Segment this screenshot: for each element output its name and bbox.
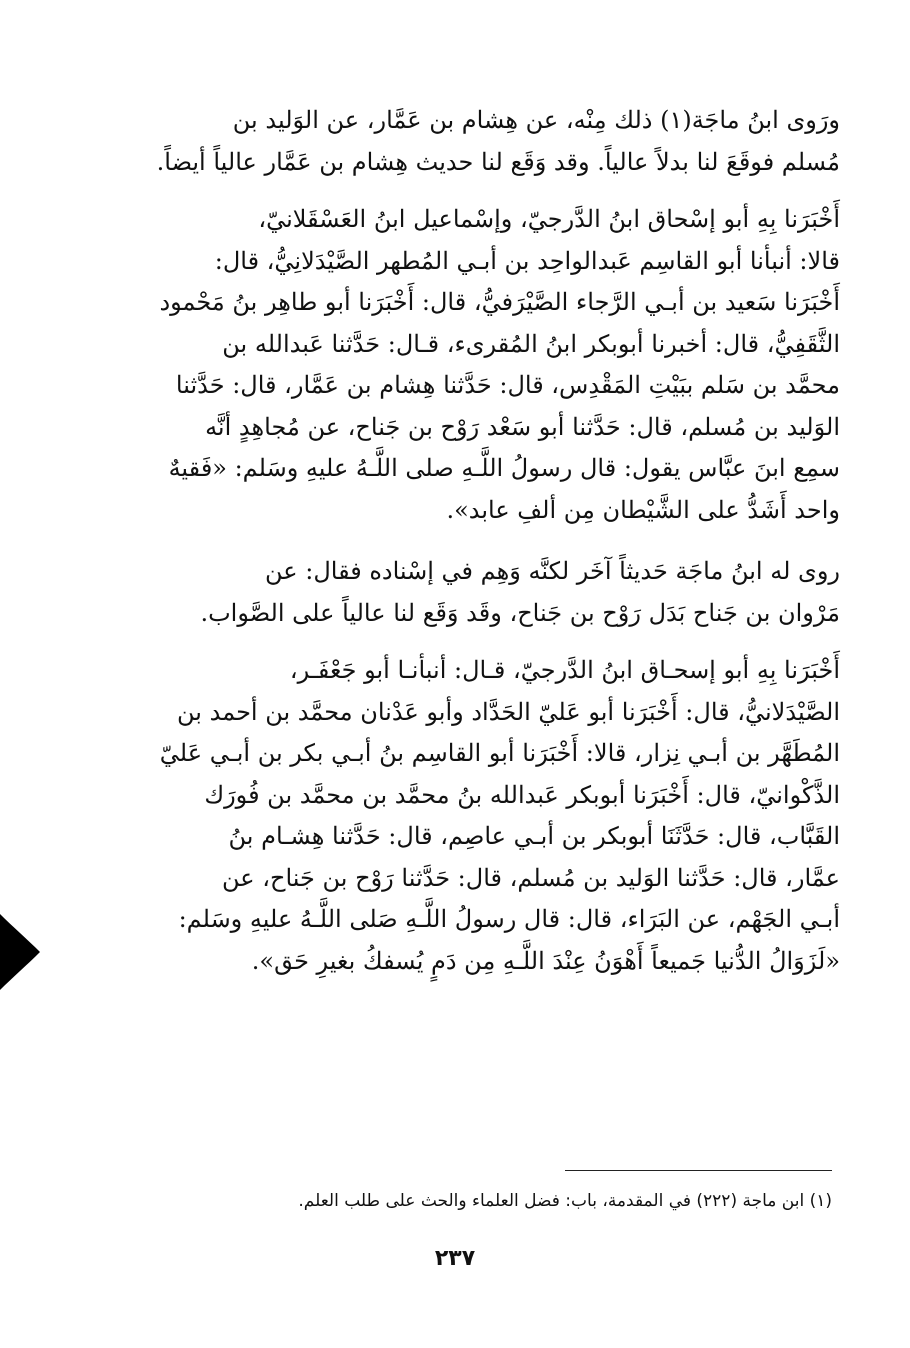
text-line: واحد أَشَدُّ على الشَّيْطان مِن ألفِ عابد». [446,495,840,524]
text-line: ورَوى ابنُ ماجَة(١) ذلك مِنْه، عن هِشام بن عَمَّار، عن الوَليد بن [232,106,840,134]
text-line: الصَّيْدَلانيُّ، قال: أَخْبَرَنا أبو عَليّ الحَدَّاد وأبو عَدْنان محمَّد بن أحمد بن [177,697,840,726]
page-edge-mark [0,912,40,992]
paragraph-2 [132,199,840,531]
text-line: المُطَهَّر بن أبـي نِزار، قالا: أَخْبَرَنا أبو القاسِم بنُ أبـي بكر بن أبـي عَليّ [159,739,840,767]
text-line: أَخْبَرَنا بِهِ أبو إسْحاق ابنُ الدَّرجيّ، وإسْماعيل ابنُ العَسْقَلانيّ، [258,205,840,233]
paragraph-4 [132,650,840,982]
text-line: عمَّار، قال: حَدَّثنا الوَليد بن مُسلم، قال: حَدَّثنا رَوْح بن جَناح، عن [222,863,840,892]
text-line: قالا: أنبأنا أبو القاسِم عَبدالواحِد بن أبـي المُطهر الصَّيْدَلانِيُّ، قال: [214,246,840,275]
text-line: الثَّقَفِيُّ، قال: أخبرنا أبوبكر ابنُ المُقرىء، قـال: حَدَّثنا عَبدالله بن [222,329,840,358]
text-line: أَخْبَرَنا سَعيد بن أبـي الرَّجاء الصَّيْرَفيُّ، قال: أَخْبَرَنا أبو طاهِر بنُ مَحْمود [159,288,840,316]
text-line: محمَّد بن سَلم ببَيْتِ المَقْدِس، قال: حَدَّثنا هِشام بن عَمَّار، قال: حَدَّثنا [175,371,840,399]
text-line: سمِع ابنَ عبَّاس يقول: قال رسولُ اللَّـهِ صلى اللَّـهُ عليهِ وسَلم: «فَقيهٌ [168,454,840,482]
paragraph-1 [132,100,840,183]
paragraph-3 [132,551,840,634]
page-number: ٢٣٧ [434,1246,476,1271]
page-body [132,100,840,982]
text-line: مُسلم فوقَعَ لنا بدلاً عالياً. وقد وَقَع لنا حديث هِشام بن عَمَّار عالياً أيضاً. [156,147,840,176]
text-line: مَرْوان بن جَناح بَدَل رَوْح بن جَناح، وقَد وَقَع لنا عالياً على الصَّواب. [200,598,840,627]
footnote: (١) ابن ماجة (٢٢٢) في المقدمة، باب: فضل العلماء والحث على طلب العلم. [298,1191,832,1211]
text-line: روى له ابنُ ماجَة حَديثاً آخَر لكنَّه وَهِم في إسْناده فقال: عن [265,557,840,585]
text-line: «لَزَوَالُ الدُّنيا جَميعاً أَهْوَنُ عِنْدَ اللَّـهِ مِن دَمٍ يُسفكُ بغيرِ حَق». [251,946,840,975]
footnote-divider [565,1170,832,1171]
text-line: القَبَّاب، قال: حَدَّثَنَا أبوبكر بن أبـي عاصِم، قال: حَدَّثنا هِشـام بنُ [228,822,840,850]
text-line: الذَّكْوانيّ، قال: أَخْبَرَنا أبوبكر عَبدالله بنُ محمَّد بن محمَّد بن فُورَك [204,780,840,809]
text-line: أبـي الجَهْم، عن البَرَاء، قال: قال رسولُ اللَّـهِ صَلى اللَّـهُ عليهِ وسَلم: [178,905,840,933]
text-line: الوَليد بن مُسلم، قال: حَدَّثنا أبو سَعْد رَوْح بن جَناح، عن مُجاهِدٍ أنَّه [205,412,840,441]
text-line: أَخْبَرَنا بِهِ أبو إسحـاق ابنُ الدَّرجيّ، قـال: أنبأنـا أبو جَعْفَـر، [289,656,840,684]
